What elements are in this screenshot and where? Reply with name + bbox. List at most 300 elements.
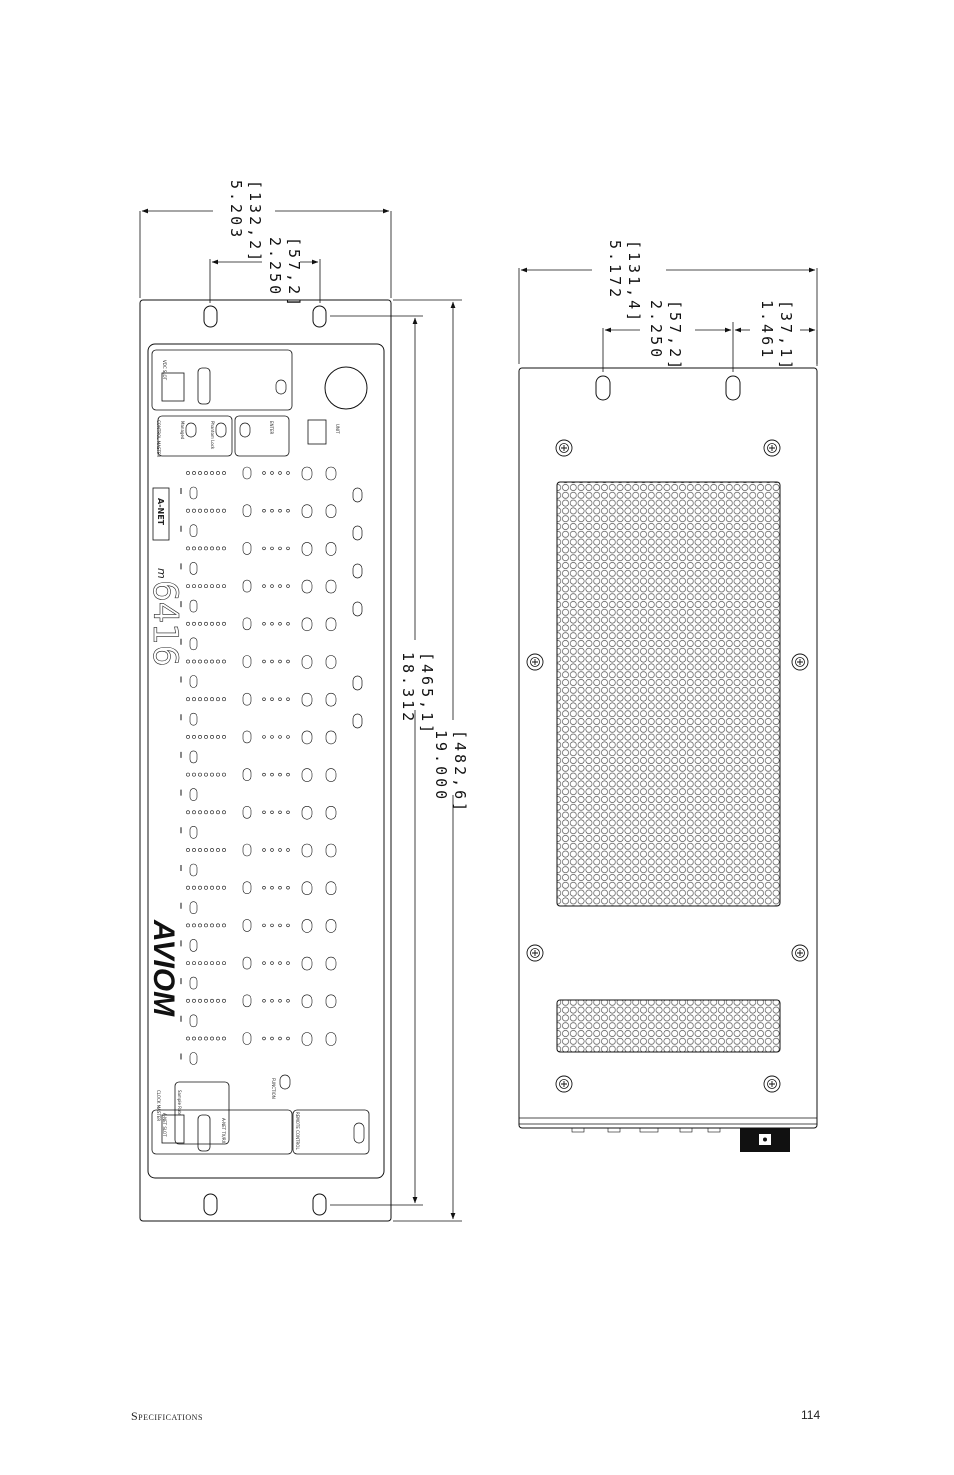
vent-grille-main <box>557 482 780 906</box>
meter-led <box>222 735 225 738</box>
meter-led <box>192 1037 195 1040</box>
gain-button <box>243 542 251 554</box>
dim-width-in: 5.203 <box>227 180 245 241</box>
meter-led <box>198 547 201 550</box>
anet-transmit-label: A-NET TX/RX <box>221 1118 226 1144</box>
meter-led <box>216 547 219 550</box>
meter-led <box>204 698 207 701</box>
meter-led <box>216 886 219 889</box>
phantom-lock-label: Phantom Lock <box>210 421 215 450</box>
channel-mute-button <box>326 882 336 895</box>
status-led <box>279 547 282 550</box>
meter-led <box>186 735 189 738</box>
gain-button <box>243 957 251 969</box>
dim-depth-in: 5.172 <box>606 240 624 301</box>
meter-led <box>204 735 207 738</box>
gain-button <box>243 1033 251 1045</box>
gain-button <box>243 618 251 630</box>
channel-mute-button <box>326 467 336 480</box>
meter-led <box>222 962 225 965</box>
gain-button <box>243 693 251 705</box>
meter-led <box>216 660 219 663</box>
pad-button <box>190 562 197 574</box>
meter-led <box>210 1037 213 1040</box>
meter-led <box>204 886 207 889</box>
gain-button <box>243 882 251 894</box>
screw-cross <box>532 659 538 665</box>
meter-led <box>198 962 201 965</box>
status-led <box>287 585 290 588</box>
status-led <box>263 849 266 852</box>
meter-led <box>192 509 195 512</box>
channel-select-button <box>302 806 312 819</box>
status-led <box>271 660 274 663</box>
meter-led <box>186 999 189 1002</box>
dim-offset-in: 1.461 <box>758 300 776 361</box>
remote-select-button[interactable] <box>354 1123 364 1143</box>
gain-button <box>243 656 251 668</box>
status-led <box>287 811 290 814</box>
meter-led <box>222 660 225 663</box>
meter-led <box>192 999 195 1002</box>
meter-led <box>210 811 213 814</box>
pad-button <box>190 789 197 801</box>
channel-mute-button <box>326 957 336 970</box>
status-led <box>271 811 274 814</box>
status-led <box>287 698 290 701</box>
channel-select-button <box>302 919 312 932</box>
status-led <box>263 547 266 550</box>
status-led <box>263 509 266 512</box>
status-led <box>263 811 266 814</box>
channel-mute-button <box>326 806 336 819</box>
pad-button <box>190 977 197 989</box>
status-led <box>263 773 266 776</box>
meter-led <box>204 1037 207 1040</box>
meter-led <box>216 811 219 814</box>
status-led <box>263 1037 266 1040</box>
meter-led <box>204 811 207 814</box>
channel-select-button <box>302 505 312 518</box>
status-led <box>263 472 266 475</box>
dim-total-in: 19.000 <box>432 730 450 803</box>
meter-led <box>222 773 225 776</box>
managed-button[interactable] <box>186 423 196 437</box>
status-led <box>279 811 282 814</box>
meter-led <box>186 698 189 701</box>
meter-led <box>210 698 213 701</box>
channel-select-button <box>302 618 312 631</box>
status-led <box>279 886 282 889</box>
meter-led <box>204 660 207 663</box>
gain-button <box>243 995 251 1007</box>
status-led <box>271 698 274 701</box>
screw-cross <box>769 445 775 451</box>
status-led <box>271 886 274 889</box>
meter-led <box>222 471 225 474</box>
meter-led <box>204 962 207 965</box>
meter-led <box>210 735 213 738</box>
screw-cross <box>561 445 567 451</box>
meter-led <box>222 924 225 927</box>
screw-cross <box>561 1081 567 1087</box>
sample-rate-label: Sample Rate <box>177 1090 182 1116</box>
meter-led <box>192 962 195 965</box>
enter-button[interactable] <box>240 423 250 437</box>
meter-led <box>204 622 207 625</box>
gain-button <box>243 467 251 479</box>
meter-led <box>222 886 225 889</box>
gain-button <box>243 844 251 856</box>
front-panel <box>140 300 391 1221</box>
status-led <box>287 999 290 1002</box>
meter-led <box>210 471 213 474</box>
status-led <box>287 1037 290 1040</box>
pad-button <box>190 1015 197 1027</box>
status-led <box>287 849 290 852</box>
mounting-hole <box>313 1194 326 1215</box>
status-led <box>279 660 282 663</box>
pad-button <box>190 1053 197 1065</box>
gain-button <box>243 505 251 517</box>
channel-mute-button <box>326 769 336 782</box>
screw-cross <box>797 659 803 665</box>
mounting-slot <box>726 376 740 400</box>
channel-select-button <box>302 731 312 744</box>
meter-led <box>210 773 213 776</box>
meter-led <box>198 811 201 814</box>
channel-mute-button <box>326 505 336 518</box>
meter-led <box>186 886 189 889</box>
enter-label: ENTER <box>269 421 274 435</box>
meter-led <box>222 509 225 512</box>
channel-select-button <box>302 467 312 480</box>
dim-side-hole-in: 2.250 <box>647 300 665 361</box>
status-led <box>287 736 290 739</box>
gain-button <box>243 919 251 931</box>
vdc-slot-label: VDC SLOT <box>162 360 167 381</box>
status-led <box>279 472 282 475</box>
meter-led <box>216 962 219 965</box>
channel-select-button <box>302 995 312 1008</box>
channel-select-button <box>302 542 312 555</box>
status-led <box>279 698 282 701</box>
right-buttons <box>353 488 362 728</box>
pad-button <box>190 864 197 876</box>
mounting-hole <box>204 1194 217 1215</box>
status-led <box>271 509 274 512</box>
channel-select-button <box>302 957 312 970</box>
screw-cross <box>532 950 538 956</box>
meter-led <box>198 848 201 851</box>
meter-led <box>204 924 207 927</box>
meter-led <box>192 471 195 474</box>
meter-led <box>210 622 213 625</box>
pad-button <box>190 676 197 688</box>
channel-mute-button <box>326 844 336 857</box>
status-led <box>287 886 290 889</box>
channel-mute-button <box>326 542 336 555</box>
panel-bezel <box>148 344 384 1178</box>
meter-led <box>216 585 219 588</box>
function-button <box>353 714 362 728</box>
pad-button <box>190 525 197 537</box>
status-led <box>271 999 274 1002</box>
meter-led <box>192 811 195 814</box>
meter-led <box>204 773 207 776</box>
channel-mute-button <box>326 919 336 932</box>
meter-led <box>204 547 207 550</box>
meter-led <box>216 471 219 474</box>
meter-led <box>216 622 219 625</box>
dim-side-hole-mm: [57,2] <box>666 300 684 373</box>
channel-select-button <box>302 1033 312 1046</box>
meter-led <box>210 509 213 512</box>
status-led <box>287 962 290 965</box>
status-led <box>279 999 282 1002</box>
dim-hole-in: 2.250 <box>266 237 284 298</box>
channel-select-button <box>302 693 312 706</box>
status-led <box>279 622 282 625</box>
meter-led <box>204 585 207 588</box>
channel-mute-button <box>326 693 336 706</box>
meter-led <box>222 811 225 814</box>
meter-led <box>216 924 219 927</box>
model-suffix: m <box>155 568 168 579</box>
unit-label: UNIT <box>335 424 340 434</box>
meter-led <box>204 848 207 851</box>
front-view <box>140 180 469 1221</box>
meter-led <box>198 1037 201 1040</box>
status-led <box>271 849 274 852</box>
function-button <box>353 602 362 616</box>
status-led <box>263 660 266 663</box>
pad-button <box>190 713 197 725</box>
meter-led <box>186 1037 189 1040</box>
meter-led <box>186 622 189 625</box>
gain-button <box>243 580 251 592</box>
channel-mute-button <box>326 656 336 669</box>
status-led <box>279 849 282 852</box>
meter-led <box>192 886 195 889</box>
status-led <box>279 736 282 739</box>
meter-led <box>186 811 189 814</box>
status-led <box>263 924 266 927</box>
function-button <box>353 526 362 540</box>
meter-led <box>186 848 189 851</box>
footer-section: Specifications <box>131 1409 203 1423</box>
remote-control-label: REMOTE CONTROL <box>295 1112 300 1150</box>
mounting-hole <box>204 306 217 327</box>
pad-button <box>190 487 197 499</box>
meter-led <box>222 622 225 625</box>
function-select-button[interactable] <box>280 1075 290 1089</box>
phantom-lock-button[interactable] <box>216 423 226 437</box>
status-led <box>287 924 290 927</box>
channel-mute-button <box>326 1033 336 1046</box>
status-led <box>279 1037 282 1040</box>
status-led <box>271 547 274 550</box>
managed-label: Managed <box>180 421 185 440</box>
mounting-hole <box>313 306 326 327</box>
meter-led <box>210 886 213 889</box>
status-led <box>271 736 274 739</box>
meter-led <box>198 886 201 889</box>
meter-led <box>222 547 225 550</box>
meter-led <box>198 509 201 512</box>
clock-master-label: CLOCK MASTER <box>156 1090 161 1122</box>
dim-depth-mm: [131,4] <box>625 240 643 325</box>
meter-led <box>222 698 225 701</box>
meter-led <box>198 999 201 1002</box>
pad-button <box>190 751 197 763</box>
meter-led <box>210 660 213 663</box>
dim-body-in: 18.312 <box>399 652 417 725</box>
meter-led <box>192 547 195 550</box>
meter-led <box>192 735 195 738</box>
meter-led <box>222 1037 225 1040</box>
pad-button <box>190 600 197 612</box>
channel-select-button <box>302 844 312 857</box>
meter-led <box>210 547 213 550</box>
meter-led <box>198 698 201 701</box>
dim-offset-mm: [37,1] <box>777 300 795 373</box>
dim-hole-mm: [57,2] <box>285 237 303 310</box>
gain-button <box>243 769 251 781</box>
status-led <box>263 886 266 889</box>
dim-body-mm: [465,1] <box>418 652 436 737</box>
status-led <box>271 924 274 927</box>
status-led <box>287 622 290 625</box>
meter-led <box>198 660 201 663</box>
status-led <box>279 773 282 776</box>
knob[interactable] <box>325 367 367 409</box>
status-led <box>287 660 290 663</box>
meter-led <box>186 509 189 512</box>
status-led <box>287 472 290 475</box>
channel-select-button <box>302 769 312 782</box>
gain-button <box>243 731 251 743</box>
status-led <box>279 509 282 512</box>
channel-mute-button <box>326 995 336 1008</box>
meter-led <box>222 848 225 851</box>
meter-led <box>192 622 195 625</box>
model-number: 6416 <box>145 580 185 667</box>
meter-led <box>186 471 189 474</box>
meter-led <box>216 848 219 851</box>
status-led <box>271 773 274 776</box>
mounting-slot <box>596 376 610 400</box>
meter-led <box>192 660 195 663</box>
status-led <box>263 962 266 965</box>
status-led <box>271 962 274 965</box>
remote-control-box <box>293 1110 369 1154</box>
channel-select-button <box>302 580 312 593</box>
screw-cross <box>769 1081 775 1087</box>
unit-display <box>308 420 326 444</box>
channel-select-button <box>302 656 312 669</box>
dim-width-mm: [132,2] <box>246 180 264 265</box>
status-led <box>279 962 282 965</box>
status-led <box>279 924 282 927</box>
status-led <box>263 622 266 625</box>
meter-led <box>216 698 219 701</box>
function-button <box>353 488 362 502</box>
meter-led <box>210 962 213 965</box>
meter-led <box>186 773 189 776</box>
meter-led <box>216 735 219 738</box>
meter-led <box>186 962 189 965</box>
pad-button <box>190 902 197 914</box>
status-led <box>263 736 266 739</box>
function-button[interactable] <box>276 380 286 394</box>
pad-button <box>190 826 197 838</box>
meter-led <box>198 471 201 474</box>
meter-led <box>198 924 201 927</box>
function-label: FUNCTION <box>271 1078 276 1099</box>
meter-led <box>186 585 189 588</box>
meter-led <box>222 585 225 588</box>
meter-led <box>192 924 195 927</box>
meter-led <box>186 660 189 663</box>
meter-led <box>186 547 189 550</box>
meter-led <box>186 924 189 927</box>
status-led <box>271 1037 274 1040</box>
meter-led <box>216 509 219 512</box>
meter-led <box>198 773 201 776</box>
status-led <box>271 472 274 475</box>
screw-cross <box>797 950 803 956</box>
anet-logo-text: A-NET <box>156 498 165 526</box>
control-master-label: CONTROL MASTER <box>156 420 161 458</box>
status-led <box>263 999 266 1002</box>
status-led <box>279 585 282 588</box>
meter-led <box>216 773 219 776</box>
channel-mute-button <box>326 580 336 593</box>
gain-button <box>243 806 251 818</box>
meter-led <box>204 471 207 474</box>
meter-led <box>198 622 201 625</box>
meter-led <box>216 999 219 1002</box>
meter-led <box>222 999 225 1002</box>
meter-led <box>210 999 213 1002</box>
channel-select-button <box>302 882 312 895</box>
channel-mute-button <box>326 618 336 631</box>
meter-led <box>192 773 195 776</box>
status-led <box>263 698 266 701</box>
meter-led <box>210 848 213 851</box>
side-view <box>519 240 817 1152</box>
pad-button <box>190 638 197 650</box>
status-led <box>287 547 290 550</box>
function-button <box>353 676 362 690</box>
meter-led <box>192 698 195 701</box>
meter-led <box>198 585 201 588</box>
status-led <box>271 622 274 625</box>
brand-logo: AVIOM <box>147 920 180 1017</box>
meter-led <box>198 735 201 738</box>
meter-led <box>210 924 213 927</box>
meter-led <box>210 585 213 588</box>
channel-mute-button <box>326 731 336 744</box>
meter-led <box>204 509 207 512</box>
channel-strips <box>181 467 336 1065</box>
status-led <box>271 585 274 588</box>
meter-led <box>216 1037 219 1040</box>
status-led <box>263 585 266 588</box>
dim-total-mm: [482,6] <box>451 730 469 815</box>
status-led <box>287 509 290 512</box>
